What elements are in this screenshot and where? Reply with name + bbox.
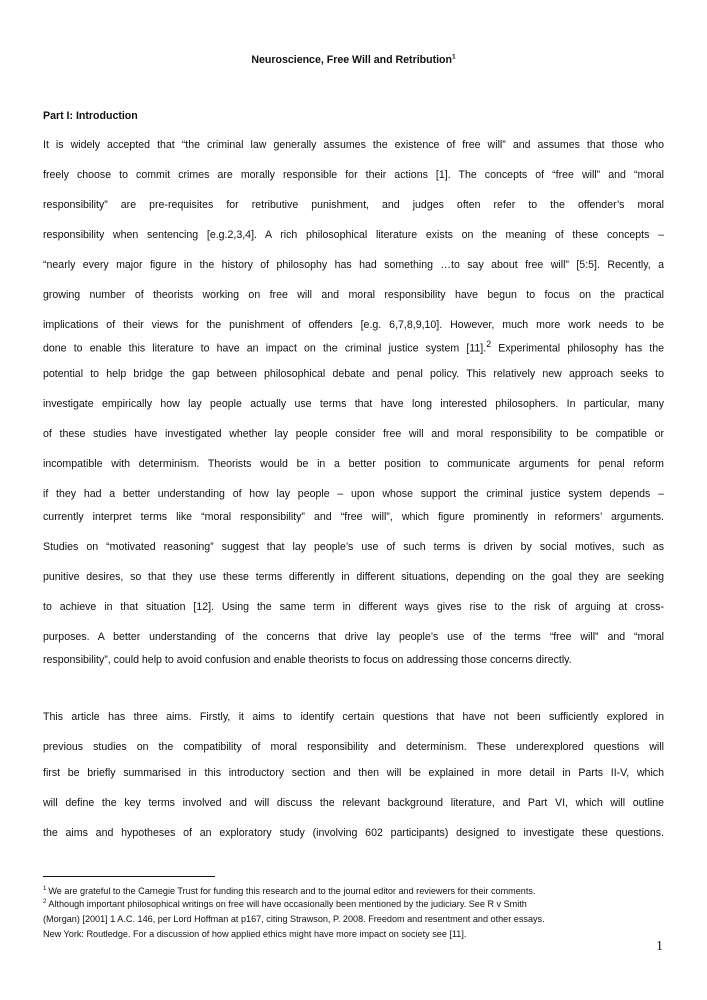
footnote-2-line: (Morgan) [2001] 1 A.C. 146, per Lord Hoffman at p167, citing Strawson, P. 2008. Freedom and resentment and other essays. [43,914,545,924]
text-line: done to enable this literature to have an impact on the criminal justice system [11].$^2$ Experimental philosophy has the [43,339,665,355]
footnote-marker: 1 [452,53,456,61]
text-line: This article has three aims. Firstly, it aims to identify certain questions that have not been sufficiently explored in [43,711,664,723]
text-line: freely choose to commit crimes are morally responsible for their actions [1]. The concepts of “free will” and “moral [43,169,664,181]
text-line: incompatible with determinism. Theorists would be in a better position to communicate arguments for penal reform [43,458,664,470]
footnote-number: 1 [43,885,47,892]
footnote-marker: 2 [486,339,492,349]
text-line: the aims and hypotheses of an exploratory study (involving 602 participants) designed to investigate these questions. [43,827,664,839]
text-line: of these studies have investigated whether lay people consider free will and moral responsibility to be compatible or [43,428,664,440]
paper-title: Neuroscience, Free Will and Retribution$^1$ [251,53,456,66]
text-line: currently interpret terms like “moral responsibility” and “free will”, which figure prominently in reformers’ arguments. [43,511,664,523]
footnote-2: $^2$ Although important philosophical writings on free will have occasionally been mentioned by the judiciary. See R v Smith [43,898,527,909]
text-line: first be briefly summarised in this introductory section and then will be explained in more detail in Parts II-V, which [43,767,664,779]
text-line: will define the key terms involved and will discuss the relevant background literature, and Part VI, which will outline [43,797,664,809]
text-line: punitive desires, so that they use these terms differently in different situations, depending on the goal they are seeking [43,571,664,583]
text-line: responsibility” are pre-requisites for retributive punishment, and judges often refer to the offender’s moral [43,199,664,211]
text-line: if they had a better understanding of how lay people – upon whose support the criminal justice system depends – [43,488,664,500]
text-line: “nearly every major figure in the history of philosophy has had something …to say about free will” [5:5]. Recently, a [43,259,664,271]
text-line: purposes. A better understanding of the concerns that drive lay people’s use of the terms “free will” and “moral [43,631,664,643]
text-line: growing number of theorists working on free will and moral responsibility have begun to focus on the practical [43,289,664,301]
text-line: investigate empirically how lay people actually use terms that have long interested philosophers. In particular, many [43,398,664,410]
text-line: previous studies on the compatibility of moral responsibility and determinism. These underexplored questions will [43,741,664,753]
text-line: It is widely accepted that “the criminal law generally assumes the existence of free will” and assumes that those who [43,139,664,151]
text-line: Studies on “motivated reasoning” suggest that lay people’s use of such terms is driven by social motives, such as [43,541,664,553]
page-number: 1 [656,939,663,954]
section-heading: Part I: Introduction [43,110,138,122]
text-line: to achieve in that situation [12]. Using the same term in different ways gives rise to the risk of arguing at cross- [43,601,664,613]
text-line: responsibility when sentencing [e.g.2,3,4]. A rich philosophical literature exists on the meaning of these concepts – [43,229,664,241]
text-line: responsibility”, could help to avoid confusion and enable theorists to focus on addressing those concerns directly. [43,654,572,666]
footnote-2-line: New York: Routledge. For a discussion of how applied ethics might have more impact on society see [11]. [43,929,467,939]
text-line: implications of their views for the punishment of offenders [e.g. 6,7,8,9,10]. However, much more work needs to be [43,319,664,331]
text-line: potential to help bridge the gap between philosophical debate and penal policy. This relatively new approach seeks to [43,368,664,380]
footnote-1: $^1$ We are grateful to the Carnegie Trust for funding this research and to the journal editor and reviewers for their comments. [43,885,536,896]
footnote-separator [43,876,215,877]
footnote-number: 2 [43,898,47,905]
